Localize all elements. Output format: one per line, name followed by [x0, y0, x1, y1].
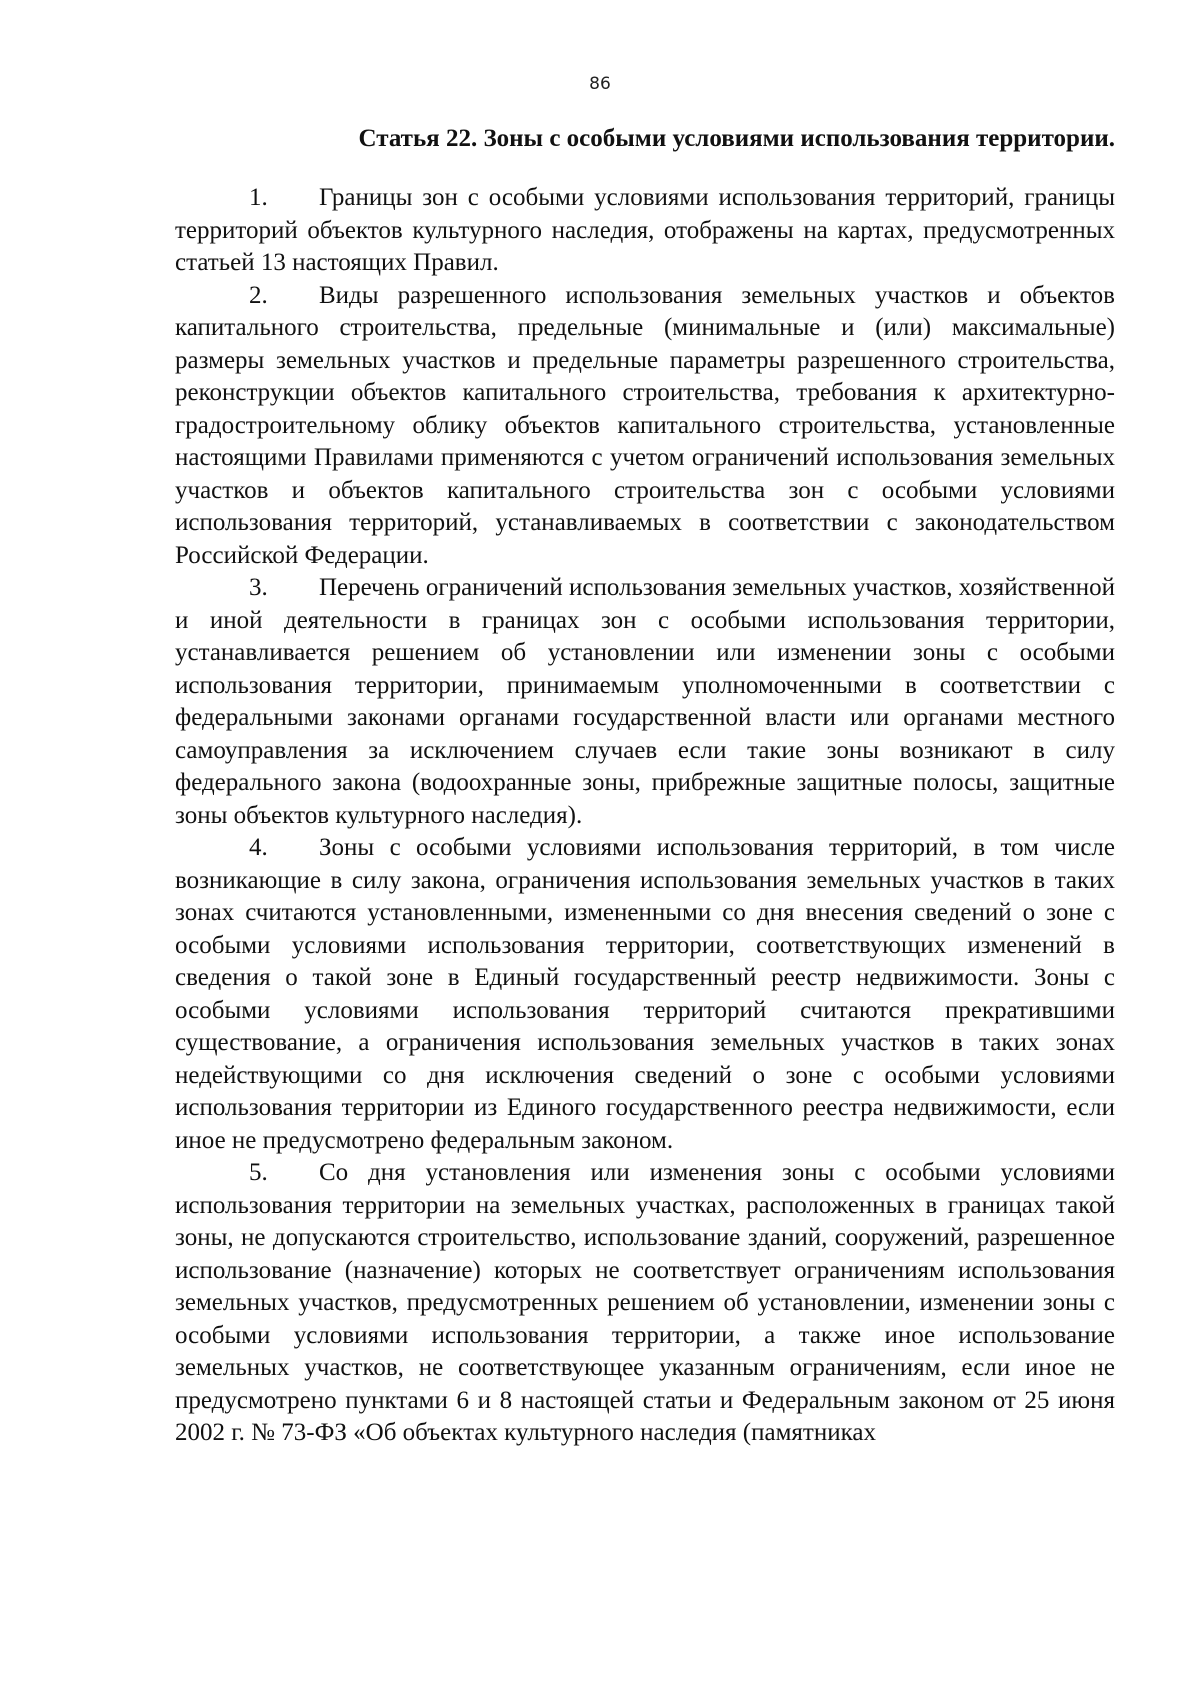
paragraph-1 [175, 182, 1115, 280]
paragraph-text: Со дня установления или изменения зоны с особыми условиями использования территории на земельных участках, расположенных в границах такой зоны, не допускаются строительство, использование зданий, сооружений, разрешенное использование (назначение) которых не соответствует ограничениям использования земельных участков, предусмотренных решением об установлении, изменении зоны с особыми условиями использования территории, а также иное использование земельных участков, не соответствующее указанным ограничениям, если иное не предусмотрено пунктами 6 и 8 настоящей статьи и Федеральным законом от 25 июня 2002 г. № 73-ФЗ «Об объектах культурного наследия (памятниках [175, 1159, 1115, 1446]
paragraph-text: Зоны с особыми условиями использования территорий, в том числе возникающие в силу закона, ограничения использования земельных участков в таких зонах считаются установленными, измененными со дня внесения сведений о зоне с особыми условиями использования территории, соответствующих изменений в сведения о такой зоне в Единый государственный реестр недвижимости. Зоны с особыми условиями использования территорий считаются прекратившими существование, а ограничения использования земельных участков в таких зонах недействующими со дня исключения сведений о зоне с особыми условиями использования территории из Единого государственного реестра недвижимости, если иное не предусмотрено федеральным законом. [175, 834, 1115, 1154]
paragraph-number: 1. [249, 184, 268, 211]
paragraph-5 [175, 1157, 1115, 1450]
page-number: 86 [589, 74, 611, 94]
paragraph-number: 2. [249, 281, 268, 309]
paragraph-text: Виды разрешенного использования земельных участков и объектов капитального строительства, предельные (минимальные и (или) максимальные) размеры земельных участков и предельные параметры разрешенного строительства, реконструкции объектов капитального строительства, требования к архитектурно-градостроительному облику объектов капитального строительства, установленные настоящими Правилами применяются с учетом ограничений использования земельных участков и объектов капитального строительства зон с особыми условиями использования территорий, устанавливаемых в соответствии с законодательством Российской Федерации. [175, 281, 1115, 569]
paragraph-2 [175, 280, 1115, 573]
paragraph-4 [175, 832, 1115, 1157]
paragraph-3 [175, 572, 1115, 832]
paragraph-number: 5. [249, 1159, 268, 1186]
article-title: Статья 22. Зоны с особыми условиями использования территории. [358, 125, 1115, 152]
paragraph-text: Перечень ограничений использования земельных участков, хозяйственной и иной деятельности в границах зон с особыми использования территории, устанавливается решением об установлении или изменении зоны с особыми использования территории, принимаемым уполномоченными в соответствии с федеральными законами органами государственной власти или органами местного самоуправления за исключением случаев если такие зоны возникают в силу федерального закона (водоохранные зоны, прибрежные защитные полосы, защитные зоны объектов культурного наследия). [175, 574, 1115, 829]
article-body [175, 182, 1115, 1450]
paragraph-number: 4. [249, 834, 268, 861]
paragraph-number: 3. [249, 574, 268, 601]
paragraph-text: Границы зон с особыми условиями использования территорий, границы территорий объектов культурного наследия, отображены на картах, предусмотренных статьей 13 настоящих Правил. [175, 184, 1115, 276]
